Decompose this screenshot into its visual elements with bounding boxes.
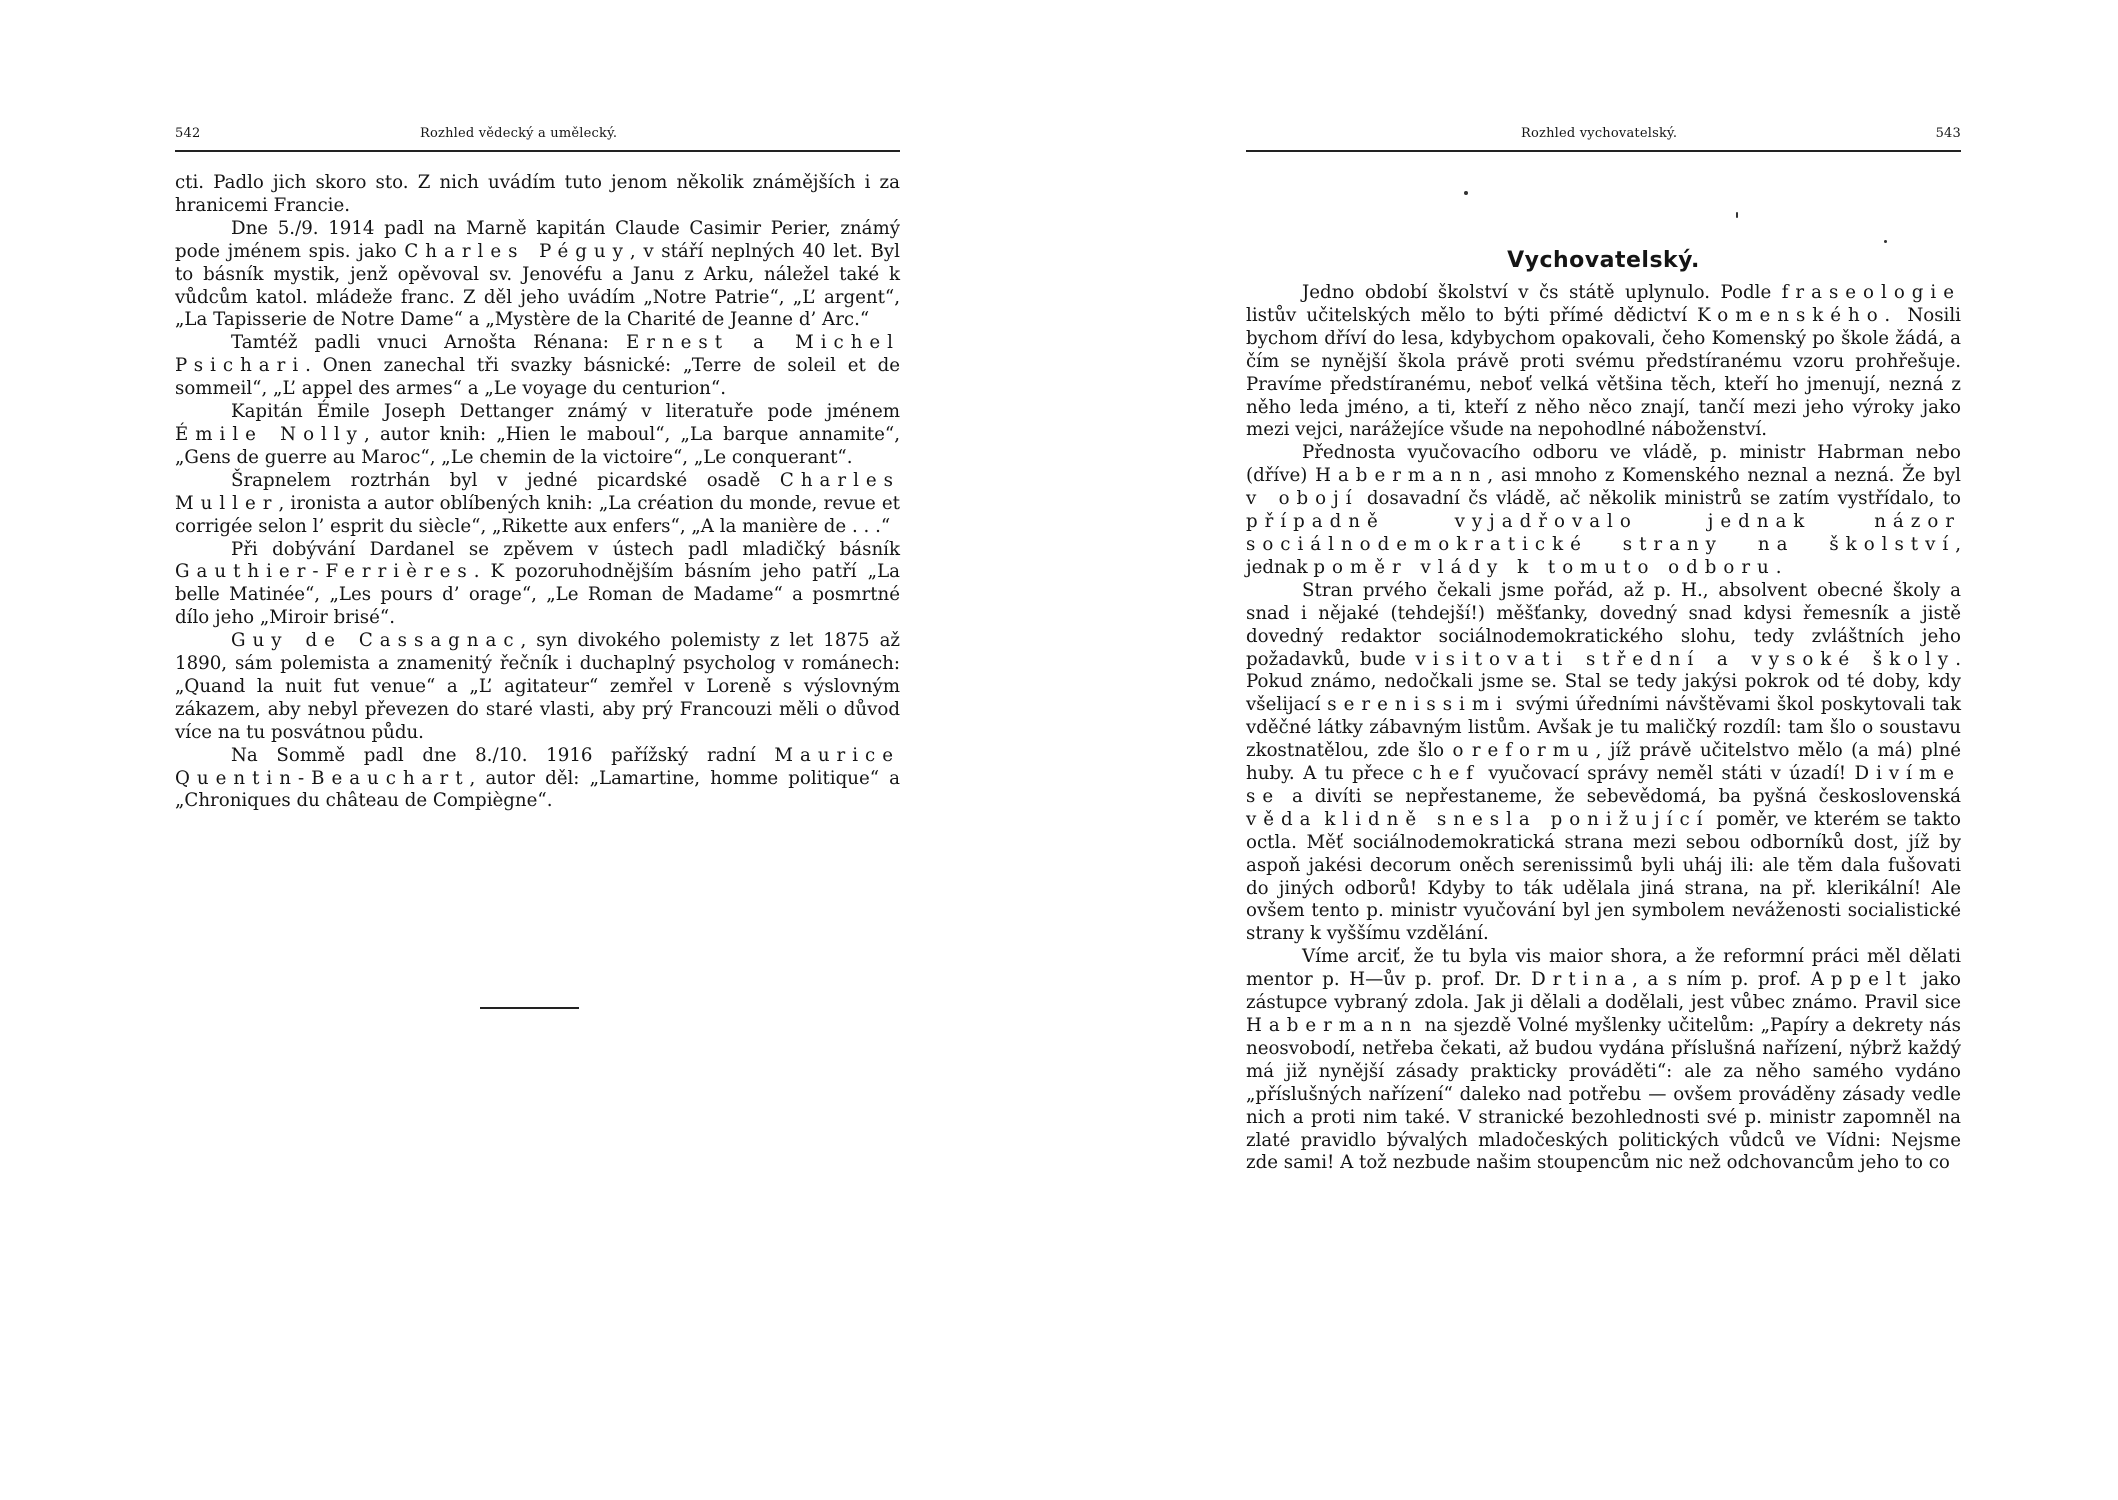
right-paragraph: Víme arciť, že tu byla vis maior shora, a že reformní práci měl dělati mentor p. H—ův p. prof. Dr. Drtina, a s ním p. prof. Appelt jako zástupce vybraný zdola. Jak ji dělali a dodělali, jest vůbec známo. Pravil sice Habermann na sjezdě Volné myšlenky učitelům: „Papíry a dekrety nás neosvobodí, netřeba čekati, až budou vydána příslušná nařízení, nýbrž každý má již nynější zásady prakticky prováděti“: ale za něho samého vydáno „příslušných nařízení“ daleko nad potřebu — ovšem prováděny zásady vedle nich a proti nim také. V stranické bezohlednosti své p. ministr zapomněl na zlaté pravidlo bývalých mladočeských politických vůdců ve Vídni: Nejsme zde sami! A tož nezbude našim stoupencům nic než odchovancům jeho to co — [1246, 946, 1962, 1174]
right-paragraph: Stran prvého čekali jsme pořád, až p. H., absolvent obecné školy a snad i nějaké (tehdejší!) měšťanky, dovedný snad kdysi řemesník a jistě dovedný redaktor sociálnodemokratického slohu, tedy zvláštních jeho požadavků, bude visitovati střední a vysoké školy. Pokud známo, nedočkali jsme se. Stal se tedy jakýsi pokrok od té doby, kdy všelijací serenissimi svými úředními návštěvami škol poskytovali tak vděčné látky zábavným listům. Avšak je tu maličký rozdíl: tam šlo o soustavu zkostnatělou, zde šlo o reformu, jíž právě učitelstvo mělo (a má) plné huby. A tu přece chef vyučovací správy neměl státi v úzadí! Divíme se a divíti se nepřestaneme, že sebevědomá, ba pyšná československá věda klidně snesla ponižující poměr, ve kterém se takto octla. Měť sociálnodemokratická strana mezi sebou odborníků dost, jíž by aspoň jakési decorum oněch serenissimů byli uháj ili: ale těm dala fušovati do jiných odborů! Kdyby to ták udělala jiná strana, na př. klerikální! Ale ovšem tento p. ministr vyučování byl jen symbolem neváženosti socialistické strany k vyššímu vzdělání. — [1246, 579, 1961, 945]
print-speck — [1736, 212, 1738, 218]
right-page-body — [1246, 282, 1961, 1175]
right-page-header — [1246, 126, 1961, 146]
left-page-number: 542 — [175, 126, 201, 141]
left-paragraph: cti. Padlo jich skoro sto. Z nich uvádím tuto jenom několik známějších i za hranicemi Francie. — [175, 172, 900, 216]
end-of-article-rule — [480, 1007, 579, 1009]
right-paragraph: Jedno období školství v čs státě uplynulo. Podle fraseologie listův učitelských mělo to býti přímé dědictví Komenského. Nosili bychom dříví do lesa, kdybychom opakovali, čeho Komenský po škole žádá, a čím se nynější škola právě proti svému předstíranému vzoru prohřešuje. Pravíme předstíranému, neboť velká většina těch, kteří ho jmenují, nezná z něho leda jméno, a ti, kteří z něho něco znají, tančí mezi jeho výroky jako mezi vejci, narážejíce všude na nepohodlné náboženství. — [1246, 282, 1961, 441]
left-paragraph: Při dobývání Dardanel se zpěvem v ústech padl mladičký básník Gauthier-Ferrières. K pozoruhodnějším básním jeho patří „La belle Matinée“, „Les pours d’ orage“, „Le Roman de Madame“ a posmrtné dílo jeho „Miroir brisé“. — [175, 538, 900, 629]
left-paragraph: Na Sommě padl dne 8./10. 1916 pařížský radní Maurice Quentin-Beauchart, autor děl: „Lamartine, homme politique“ a „Chroniques du château de Compiègne“. — [175, 744, 900, 812]
left-paragraph: Kapitán Émile Joseph Dettanger známý v literatuře pode jménem Émile Nolly, autor knih: „Hien le maboul“, „La barque annamite“, „Gens de guerre au Maroc“, „Le chemin de la victoire“, „Le conquerant“. — [175, 401, 900, 468]
left-paragraph: Tamtéž padli vnuci Arnošta Rénana: Ernest a Michel Psichari. Onen zanechal tři svazky básnické: „Terre de soleil et de sommeil“, „L’ appel des armes“ a „Le voyage du centurion“. — [175, 332, 900, 400]
left-page-header — [175, 126, 900, 146]
print-speck — [1884, 240, 1887, 243]
left-header-rule — [175, 150, 900, 152]
right-running-head: Rozhled vychovatelský. — [1521, 126, 1678, 141]
section-title: Vychovatelský. — [1507, 248, 1700, 273]
right-paragraph: Přednosta vyučovacího odboru ve vládě, p. ministr Habrman nebo (dříve) Habermann, asi mnoho z Komenského neznal a nezná. Že byl v obojí dosavadní čs vládě, ač několik ministrů se zatím vystřídalo, to případně vyjadřovalo jednak názor sociálnodemokratické strany na školství, jednak poměr vlády k tomuto odboru. — [1246, 442, 1961, 578]
right-page-number: 543 — [1935, 126, 1961, 141]
right-header-rule — [1246, 150, 1961, 152]
right-page — [1246, 0, 1961, 1500]
left-page-body — [175, 172, 900, 813]
left-page — [175, 0, 900, 1500]
print-speck — [1464, 191, 1468, 195]
left-paragraph: Šrapnelem roztrhán byl v jedné picardské osadě Charles Muller, ironista a autor oblíbených knih: „La création du monde, revue et corrigée selon l’ esprit du siècle“, „Rikette aux enfers“, „A la manière de . . .“ — [175, 469, 900, 537]
left-paragraph: Guy de Cassagnac, syn divokého polemisty z let 1875 až 1890, sám polemista a znamenitý řečník i duchaplný psycholog v románech: „Quand la nuit fut venue“ a „L’ agitateur“ zemřel v Loreně s výslovným zákazem, aby nebyl převezen do staré vlasti, aby prý Francouzi měli o důvod více na tu posvátnou půdu. — [175, 630, 900, 743]
left-running-head: Rozhled vědecký a umělecký. — [420, 126, 618, 141]
left-paragraph: Dne 5./9. 1914 padl na Marně kapitán Claude Casimir Perier, známý pode jménem spis. jako Charles Péguy, v stáří neplných 40 let. Byl to básník mystik, jenž opěvoval sv. Jenovéfu a Janu z Arku, náležel také k vůdcům katol. mládeže franc. Z děl jeho uvádím „Notre Patrie“, „L’ argent“, „La Tapisserie de Notre Dame“ a „Mystère de la Charité de Jeanne d’ Arc.“ — [175, 217, 900, 331]
